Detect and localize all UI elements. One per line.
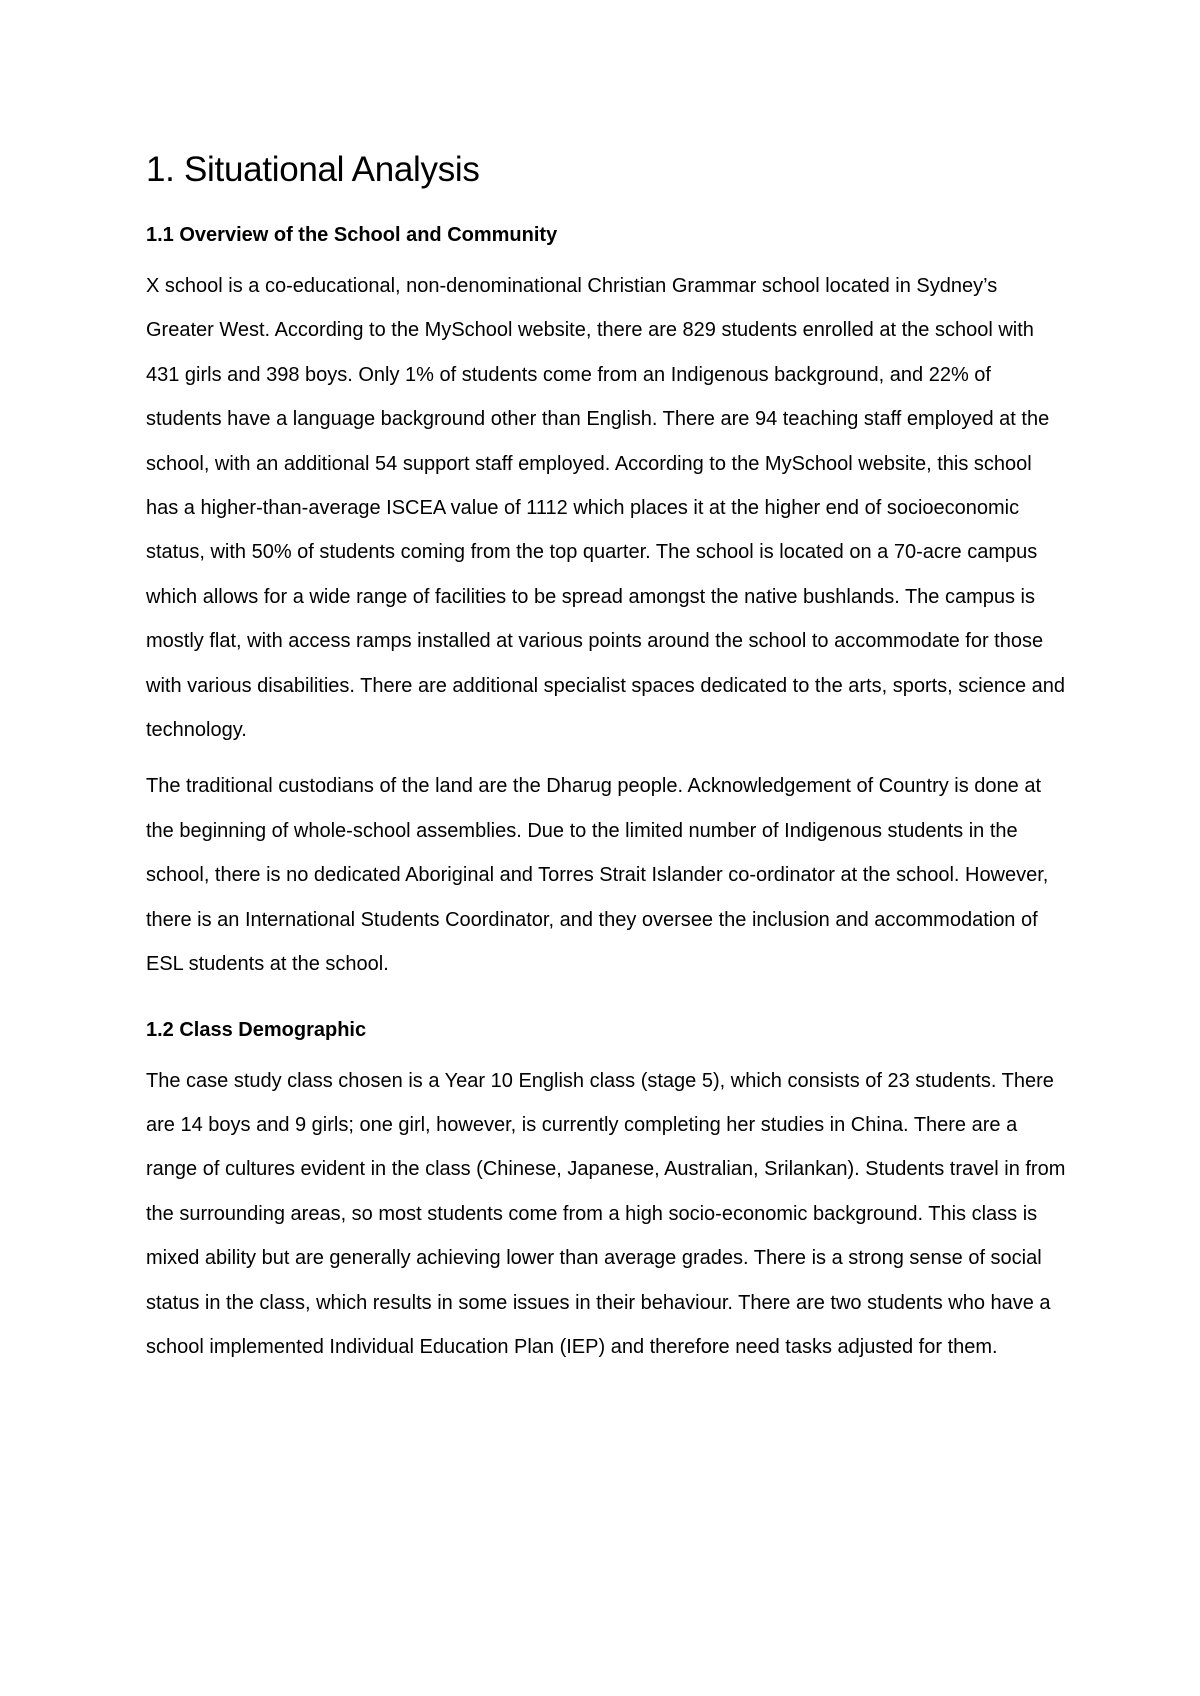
section-class-demographic (146, 1015, 1066, 1370)
paragraph: X school is a co-educational, non-denominational Christian Grammar school located in Sydney’s Greater West. According to the MySchool website, there are 829 students enrolled at the school with 431 girls and 398 boys. Only 1% of students come from an Indigenous background, and 22% of students have a language background other than English. There are 94 teaching staff employed at the school, with an additional 54 support staff employed. According to the MySchool website, this school has a higher-than-average ISCEA value of 1112 which places it at the higher end of socioeconomic status, with 50% of students coming from the top quarter. The school is located on a 70-acre campus which allows for a wide range of facilities to be spread amongst the native bushlands. The campus is mostly flat, with access ramps installed at various points around the school to accommodate for those with various disabilities. There are additional specialist spaces dedicated to the arts, sports, science and technology. (146, 275, 1066, 742)
document-body (146, 146, 1066, 1381)
section-heading: 1.2 Class Demographic (146, 1018, 367, 1041)
section-heading: 1.1 Overview of the School and Community (146, 224, 558, 246)
paragraph: The case study class chosen is a Year 10 English class (stage 5), which consists of 23 students. There are 14 boys and 9 girls; one girl, however, is currently completing her studies in China. There are a range of cultures evident in the class (Chinese, Japanese, Australian, Srilankan). Students travel in from the surrounding areas, so most students come from a high socio-economic background. This class is mixed ability but are generally achieving lower than average grades. There is a strong sense of social status in the class, which results in some issues in their behaviour. There are two students who have a school implemented Individual Education Plan (IEP) and therefore need tasks adjusted for them. (146, 1069, 1066, 1358)
paragraph: The traditional custodians of the land are the Dharug people. Acknowledgement of Country is done at the beginning of whole-school assemblies. Due to the limited number of Indigenous students in the school, there is no dedicated Aboriginal and Torres Strait Islander co-ordinator at the school. However, there is an International Students Coordinator, and they oversee the inclusion and accommodation of ESL students at the school. (146, 775, 1049, 976)
document-title: 1. Situational Analysis (146, 150, 480, 189)
section-school-community-overview (146, 220, 1066, 987)
